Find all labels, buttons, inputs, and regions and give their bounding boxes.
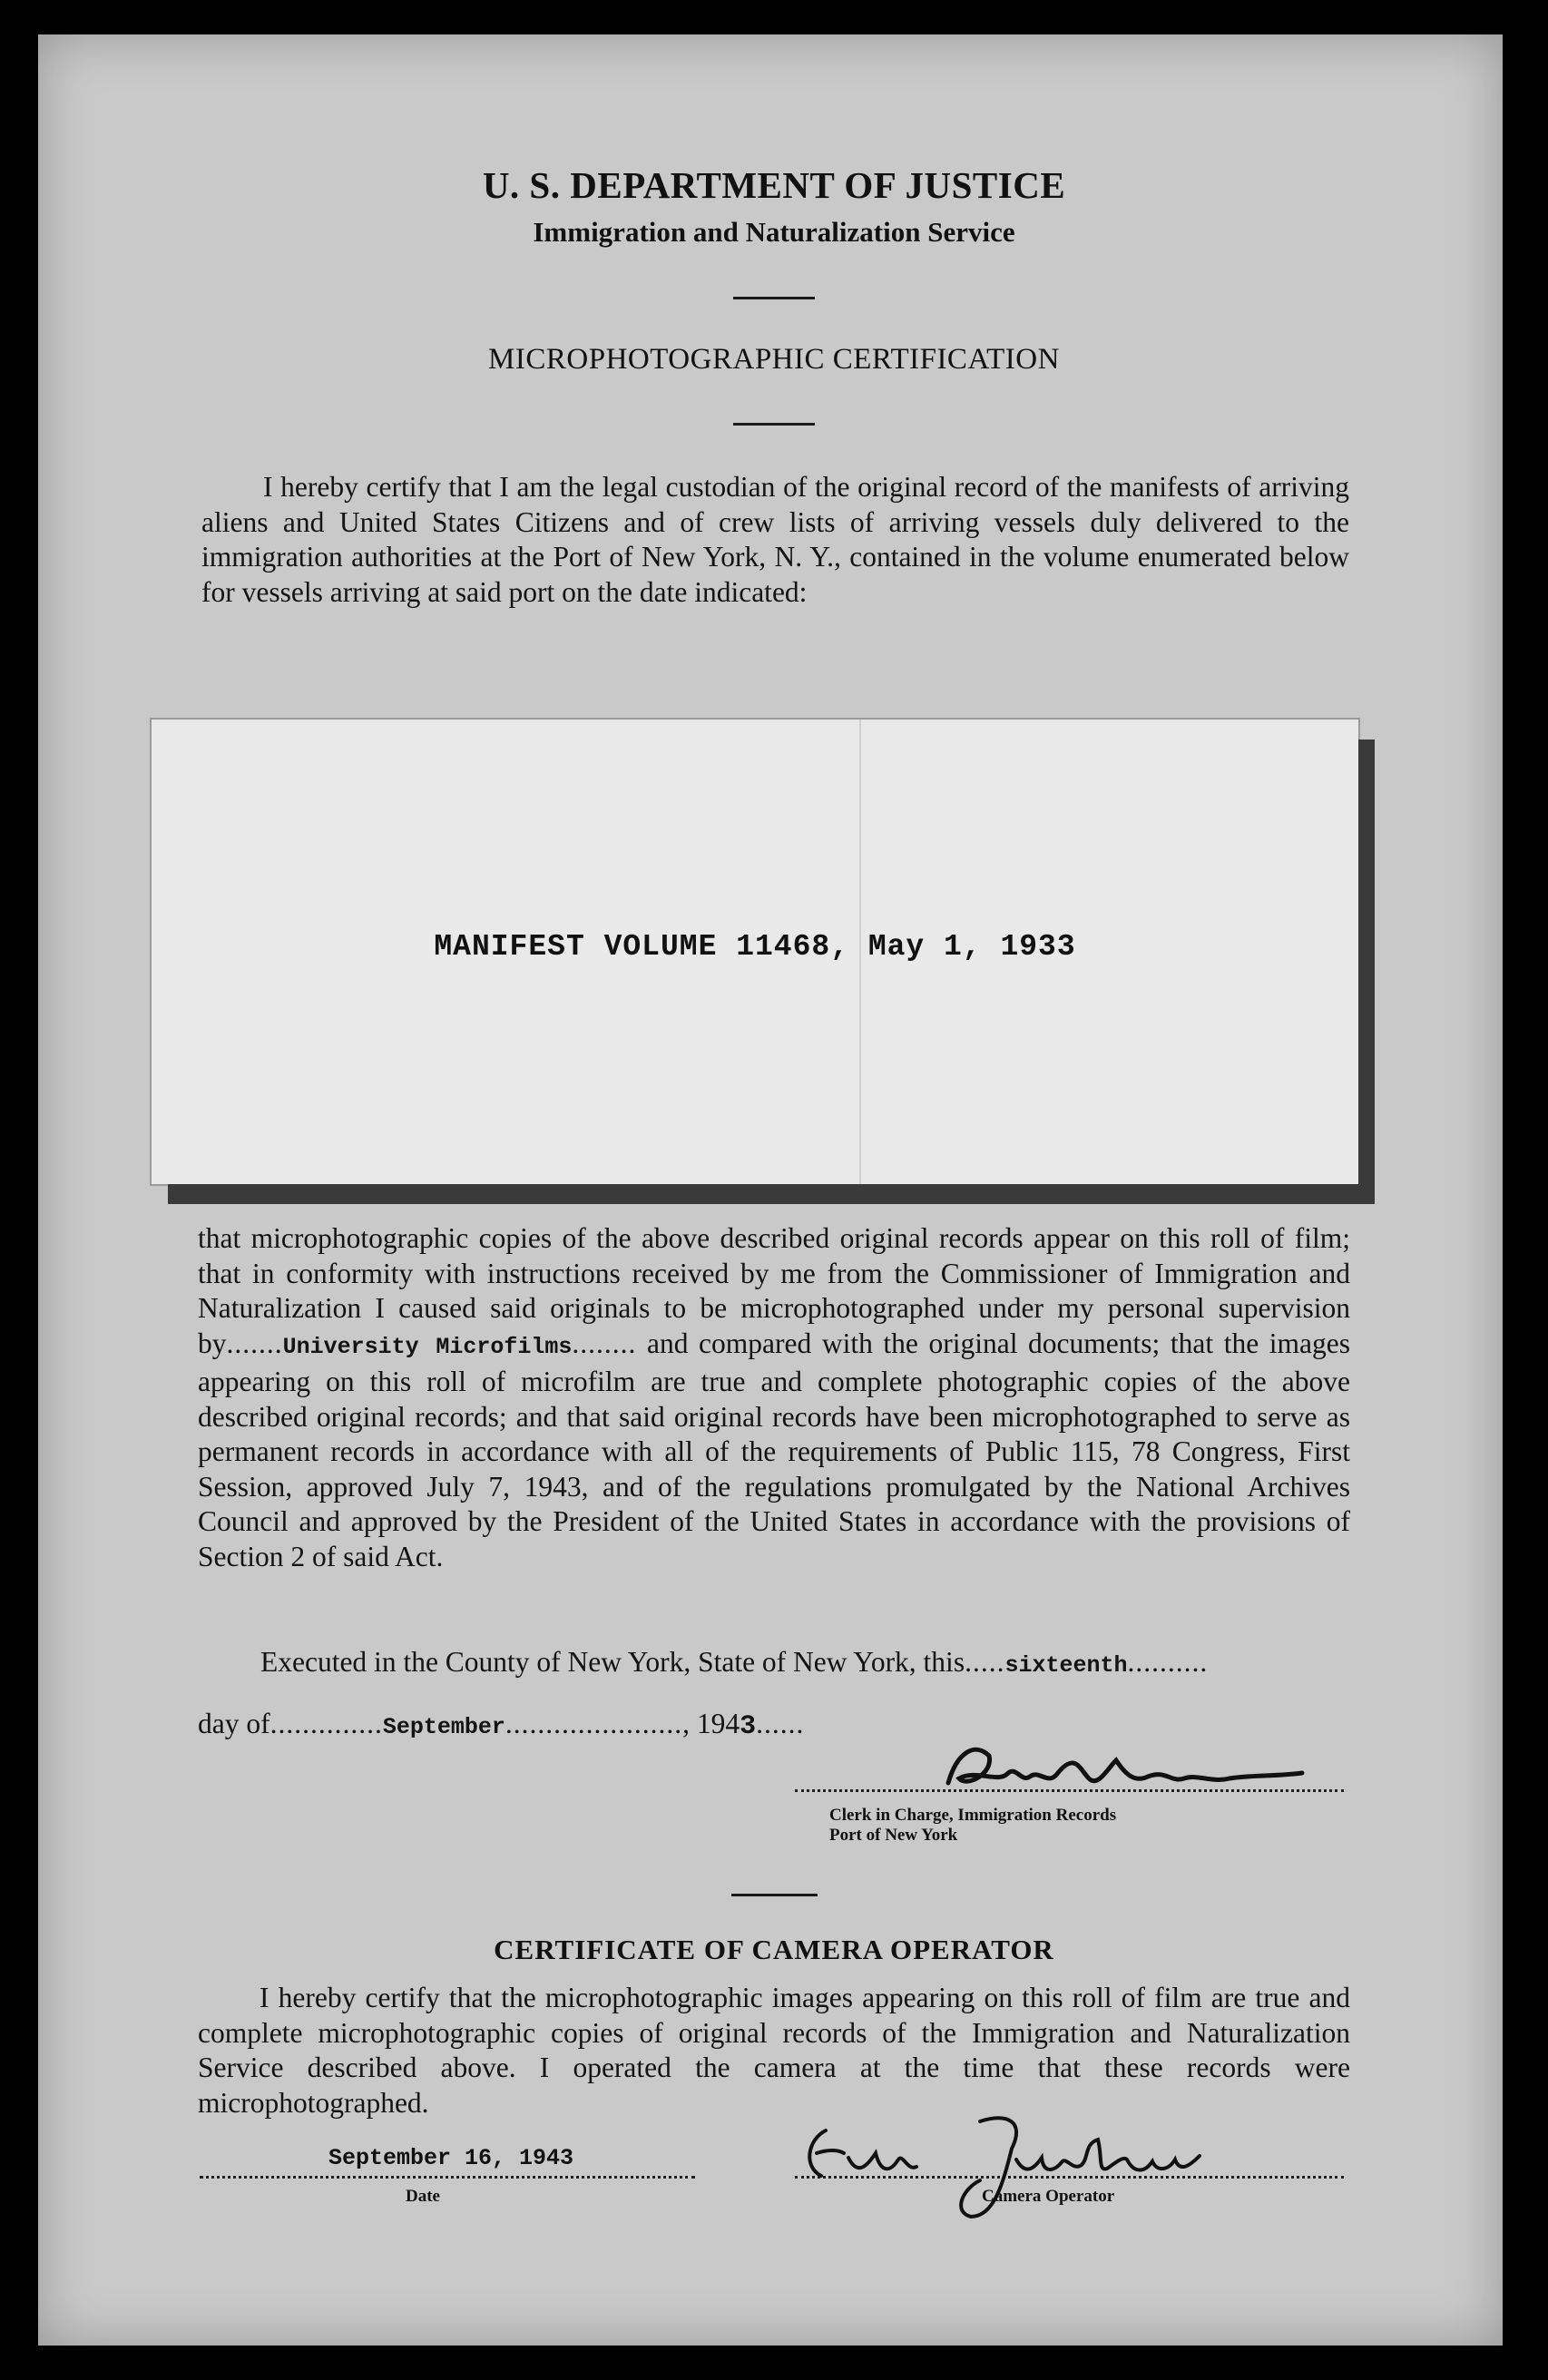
dot-leader: ...................... (505, 1708, 683, 1739)
filmed-by-value: University Microfilms (282, 1333, 573, 1360)
operator-signature-icon (789, 2103, 1207, 2230)
divider-rule (733, 297, 815, 299)
clerk-caption-line1: Clerk in Charge, Immigration Records (829, 1806, 1117, 1825)
day-value: sixteenth (1004, 1652, 1128, 1679)
dot-leader: ..... (965, 1646, 1005, 1678)
date-label: Date (406, 2187, 440, 2206)
clerk-caption (829, 1806, 1116, 1846)
department-title: U. S. DEPARTMENT OF JUSTICE (482, 164, 1066, 206)
section-title: MICROPHOTOGRAPHIC CERTIFICATION (488, 343, 1060, 376)
manifest-volume-text: MANIFEST VOLUME 11468, May 1, 1933 (434, 930, 1076, 964)
certification-body (198, 1221, 1350, 1574)
body-part2: and compared with the original documents; that the images appearing on this roll of microfilm are true and complete photographic copies of the above described original records; and that said original records have been microphotographed to serve as permanent records in accordance with all of the requirements of Public 115, 78 Congress, First Session, approved July 7, 1943, and of the regulations promulgated by the National Archives Council and approved by the President of the United States in accordance with the provisions of Section 2 of said Act. (198, 1327, 1350, 1572)
executed-prefix: Executed in the County of New York, State of New York, this (260, 1646, 965, 1678)
day-of-label: day of (198, 1708, 270, 1739)
body-part1: that microphotographic copies of the above described original records appear on this roll of film; that in conformity with instructions received by me from the Commissioner of Immigration and Naturalization I caused said originals to be microphotographed under my personal supervision by (198, 1222, 1350, 1359)
executed-line (260, 1646, 1208, 1679)
dot-leader: ........ (572, 1327, 637, 1359)
divider-rule (733, 423, 815, 426)
year-prefix: , 194 (682, 1708, 740, 1739)
camera-operator-paragraph: I hereby certify that the microphotographic images appearing on this roll of film are true and complete microphotographic copies of original records of the Immigration and Naturalization Service described above. I operated the camera at the time that these records were microphotographed. (198, 1982, 1350, 2119)
dot-leader: ....... (226, 1327, 283, 1359)
dot-leader: .............. (269, 1708, 383, 1739)
clerk-caption-line2: Port of New York (829, 1826, 958, 1845)
dot-leader: .......... (1127, 1646, 1209, 1678)
day-of-line (198, 1708, 804, 1742)
service-subtitle: Immigration and Naturalization Service (533, 216, 1015, 248)
record-card (152, 720, 1358, 1184)
clerk-signature-icon (939, 1733, 1320, 1806)
date-line (200, 2176, 695, 2179)
camera-operator-section-title: CERTIFICATE OF CAMERA OPERATOR (494, 1934, 1054, 1965)
year-digit: 3 (740, 1711, 757, 1742)
month-value: September (382, 1714, 505, 1740)
dot-leader: ...... (756, 1708, 805, 1739)
operator-date-value: September 16, 1943 (328, 2145, 574, 2171)
intro-paragraph: I hereby certify that I am the legal custodian of the original record of the manifests of arriving aliens and United States Citizens and of crew lists of arriving vessels duly delivered to the immigration authorities at the Port of New York, N. Y., contained in the volume enumerated below for vessels arriving at said port on the date indicated: (201, 471, 1349, 608)
divider-rule (731, 1894, 818, 1896)
camera-operator-label: Camera Operator (982, 2187, 1115, 2206)
